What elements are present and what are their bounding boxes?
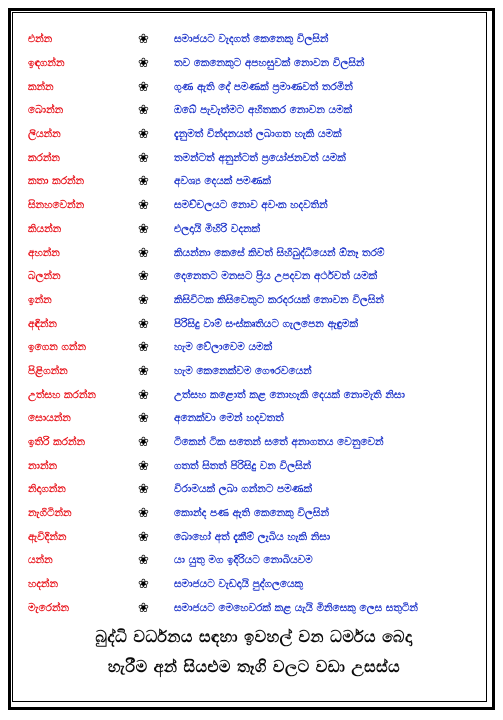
flower-icon: ❀ — [138, 553, 149, 569]
flower-icon: ❀ — [138, 506, 149, 522]
action-word: ඉතිරි කරන්න — [28, 436, 86, 449]
meaning-text: අනෙක්වා මෙන් හදවතත් — [174, 412, 284, 425]
action-word: නැගිටින්න — [28, 507, 72, 520]
meaning-text: කොන්ද පණ ඇති කෙනෙකු විලසින් — [174, 507, 329, 520]
flower-icon: ❀ — [138, 174, 149, 190]
meaning-text: ගුණ ඇති දේ පමණක් ප්‍රමාණවත් තරමින් — [174, 80, 353, 93]
list-item — [28, 525, 468, 549]
flower-icon: ❀ — [138, 600, 149, 616]
flower-icon: ❀ — [138, 411, 149, 427]
action-word: උත්සහ කරන්න — [28, 388, 96, 401]
action-word: පිළිගන්න — [28, 364, 68, 377]
list-item — [28, 312, 468, 336]
action-word: මැරෙන්න — [28, 601, 70, 614]
list-item — [28, 241, 468, 265]
meaning-text: යා යුතු මග ඉදිරියට නොබියවම — [174, 554, 313, 567]
action-word: හදන්න — [28, 578, 58, 591]
action-word: බොන්න — [28, 104, 64, 117]
flower-icon: ❀ — [138, 150, 149, 166]
flower-icon: ❀ — [138, 435, 149, 451]
action-word: ඉගෙන ගන්න — [28, 341, 86, 354]
action-word: ඉඳගන්න — [28, 57, 65, 70]
meaning-text: කිසිවිටක කිසිවෙකුට කරදරයක් නොවන විලසින් — [174, 293, 384, 306]
list-item — [28, 28, 468, 52]
list-item — [28, 218, 468, 242]
flower-icon: ❀ — [138, 127, 149, 143]
meaning-text: හැම කෙනෙක්වම ගෞරවයෙන් — [174, 364, 312, 377]
list-item — [28, 454, 468, 478]
action-word: සිනහවෙන්න — [28, 199, 85, 212]
meaning-text: දෙනෙතට මනසට ප්‍රිය උපදවන අර්ථවත් යමක් — [174, 270, 378, 283]
action-word: නාන්න — [28, 459, 58, 472]
action-word: යන්න — [28, 554, 53, 567]
list-item — [28, 146, 468, 170]
list-item — [28, 99, 468, 123]
footer-line-2: හැරීම අන් සියළුම තෑගි වලට වඩා උසස්ය — [107, 657, 401, 676]
meaning-text: අවශ්‍ය දෙයක් පමණක් — [174, 175, 271, 188]
list-item — [28, 502, 468, 526]
action-word: නිදාගන්න — [28, 483, 66, 496]
list-item — [28, 407, 468, 431]
list-item — [28, 75, 468, 99]
action-word: ඉන්න — [28, 293, 52, 306]
list-item — [28, 52, 468, 76]
list-item — [28, 573, 468, 597]
meaning-text: දැනුමත් වින්දනයත් ලබාගත හැකි යමක් — [174, 128, 342, 141]
meaning-text: තමන්ටත් අනුන්ටත් ප්‍රයෝජනවත් යමක් — [174, 151, 346, 164]
list-item — [28, 336, 468, 360]
flower-icon: ❀ — [138, 529, 149, 545]
flower-icon: ❀ — [138, 221, 149, 237]
action-word: එන්න — [28, 33, 53, 46]
action-word: කතා කරන්න — [28, 175, 85, 188]
word-list — [28, 28, 468, 620]
meaning-text: සමාජයට වැඩදායි පුද්ගලයෙකු — [174, 578, 304, 591]
footer-line-1: බුද්ධි වර්ධනය සඳහා ඉවහල් වන ධර්මය බෙදා — [95, 627, 413, 646]
footer-message — [24, 622, 484, 682]
meaning-text: ගතත් සිතත් පිරිසිදු වන විලසින් — [174, 459, 312, 472]
action-word: අඳින්න — [28, 317, 57, 330]
meaning-text: ඔබේ පැවැත්මට අහිතකර නොවන යමක් — [174, 104, 353, 117]
list-item — [28, 289, 468, 313]
list-item — [28, 383, 468, 407]
meaning-text: උත්සහ කළොත් කළ නොහැකි දෙයක් නොමැති නිසා — [174, 388, 405, 401]
flower-icon: ❀ — [138, 198, 149, 214]
list-item — [28, 265, 468, 289]
flower-icon: ❀ — [138, 363, 149, 379]
list-item — [28, 478, 468, 502]
meaning-text: සමාජයට මෙහෙවරක් කළ යැයි මිනිසෙකු ලෙස සතුටින් — [174, 601, 418, 614]
list-item — [28, 123, 468, 147]
action-word: ලියන්න — [28, 128, 61, 141]
meaning-text: හැම වේලාවෙම යමක් — [174, 341, 273, 354]
list-item — [28, 549, 468, 573]
meaning-text: කියන්නා කෙසේ කිවත් සිහිබුද්ධියෙන් ඕනෑ තරම් — [174, 246, 385, 259]
list-item — [28, 170, 468, 194]
meaning-text: බොහෝ අත් දැකීම් ලැබිය හැකි නිසා — [174, 530, 331, 543]
action-word: අහන්න — [28, 246, 60, 259]
list-item — [28, 431, 468, 455]
meaning-text: පිරිසිදු වාම් සංස්කෘතියට ගැලපෙන ඇඳුමක් — [174, 317, 358, 330]
meaning-text: සමච්චලයට නොව අවංක හදවතින් — [174, 199, 328, 212]
list-item — [28, 597, 468, 621]
flower-icon: ❀ — [138, 79, 149, 95]
flower-icon: ❀ — [138, 245, 149, 261]
flower-icon: ❀ — [138, 56, 149, 72]
list-item — [28, 194, 468, 218]
flower-icon: ❀ — [138, 458, 149, 474]
flower-icon: ❀ — [138, 387, 149, 403]
flower-icon: ❀ — [138, 32, 149, 48]
flower-icon: ❀ — [138, 269, 149, 285]
action-word: ඇවිදින්න — [28, 530, 67, 543]
meaning-text: විරාමයක් ලබා ගන්නට පමණක් — [174, 483, 312, 496]
action-word: බලන්න — [28, 270, 61, 283]
meaning-text: එලදායි මිහිරි වදනක් — [174, 222, 261, 235]
meaning-text: සමාජයට වැදගත් කෙනෙකු විලසින් — [174, 33, 329, 46]
meaning-text: තව කෙනෙකුට අපහසුවක් නොවන විලසින් — [174, 57, 365, 70]
action-word: කන්න — [28, 80, 54, 93]
flower-icon: ❀ — [138, 482, 149, 498]
flower-icon: ❀ — [138, 577, 149, 593]
meaning-text: ටිකෙන් ටික සතෙන් සතේ අනාගතය වෙනුවෙන් — [174, 436, 384, 449]
action-word: සොයන්න — [28, 412, 71, 425]
list-item — [28, 360, 468, 384]
flower-icon: ❀ — [138, 316, 149, 332]
action-word: කියන්න — [28, 222, 62, 235]
flower-icon: ❀ — [138, 103, 149, 119]
action-word: කරන්න — [28, 151, 60, 164]
flower-icon: ❀ — [138, 292, 149, 308]
flower-icon: ❀ — [138, 340, 149, 356]
